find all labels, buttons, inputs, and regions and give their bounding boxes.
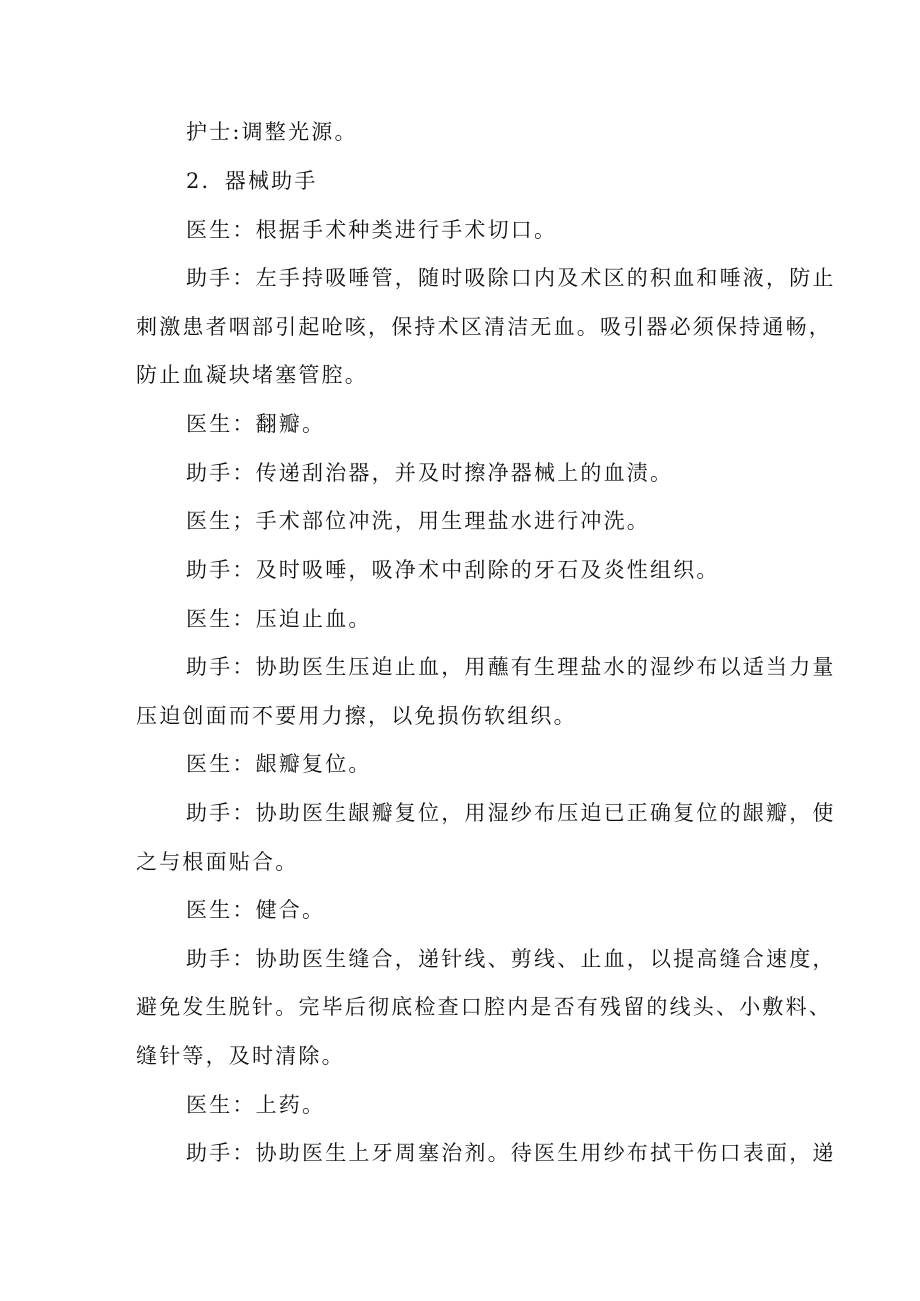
text-line: 避免发生脱针。完毕后彻底检查口腔内是否有残留的线头、小敷料、	[136, 995, 832, 1019]
text-line: 医生：根据手术种类进行手术切口。	[186, 218, 558, 242]
text-line: 医生：压迫止血。	[186, 607, 372, 631]
text-line: 助手：协助医生龈瓣复位，用湿纱布压迫已正确复位的龈瓣，使	[186, 801, 836, 825]
text-line: 刺激患者咽部引起呛咳，保持术区清洁无血。吸引器必须保持通畅，	[136, 315, 832, 339]
text-line: 助手：左手持吸唾管，随时吸除口内及术区的积血和唾液，防止	[186, 266, 836, 290]
text-line: 助手：传递刮治器，并及时擦净器械上的血渍。	[186, 461, 674, 485]
text-line: 助手：协助医生上牙周塞治剂。待医生用纱布拭干伤口表面，递	[186, 1141, 836, 1165]
text-line: 之与根面贴合。	[136, 850, 299, 874]
text-line: 助手：及时吸唾，吸净术中刮除的牙石及炎性组织。	[186, 558, 720, 582]
text-line: 助手：协助医生缝合，递针线、剪线、止血，以提高缝合速度，	[186, 947, 836, 971]
section-heading-instrument-assistant: 2．器械助手	[186, 169, 318, 193]
text-line-nurse-light: 护士:调整光源。	[186, 120, 358, 144]
text-line: 助手：协助医生压迫止血，用蘸有生理盐水的湿纱布以适当力量	[186, 655, 836, 679]
text-line: 医生：上药。	[186, 1093, 326, 1117]
text-line: 压迫创面而不要用力擦，以免损伤软组织。	[136, 704, 577, 728]
text-line: 医生：龈瓣复位。	[186, 752, 372, 776]
text-line: 医生：健合。	[186, 898, 326, 922]
text-line: 医生：翻瓣。	[186, 412, 326, 436]
text-line: 防止血凝块堵塞管腔。	[136, 363, 368, 387]
text-line: 缝针等，及时清除。	[136, 1044, 345, 1068]
text-line: 医生；手术部位冲洗，用生理盐水进行冲洗。	[186, 509, 650, 533]
